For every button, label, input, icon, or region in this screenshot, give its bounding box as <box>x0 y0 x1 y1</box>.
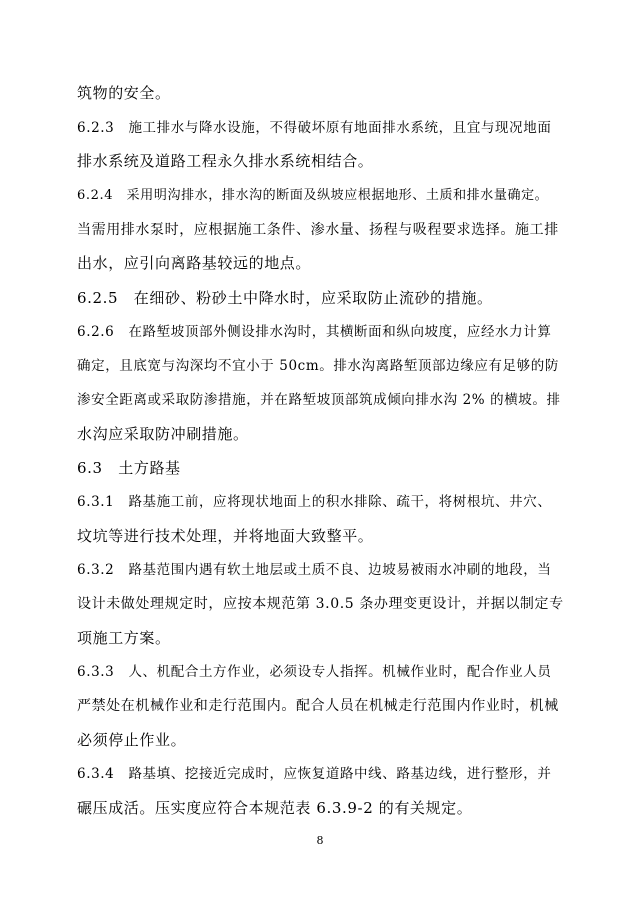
text-line: 项施工方案。 <box>77 629 171 647</box>
text-line: 碾压成活。压实度应符合本规范表 6.3.9-2 的有关规定。 <box>77 799 473 817</box>
text-line: 6.3.2 路基范围内遇有软土地层或土质不良、边坡易被雨水冲刷的地段，当 <box>77 562 552 578</box>
text-line: 设计未做处理规定时，应按本规范第 3.0.5 条办理变更设计，并据以制定专 <box>77 596 564 612</box>
text-line: 渗安全距离或采取防渗措施，并在路堑坡顶部筑成倾向排水沟 2% 的横坡。排 <box>77 392 561 408</box>
text-line: 6.2.3 施工排水与降水设施，不得破坏原有地面排水系统，且宜与现况地面 <box>77 120 552 136</box>
text-line: 6.3.1 路基施工前，应将现状地面上的积水排除、疏干，将树根坑、井穴、 <box>77 494 552 510</box>
text-line: 当需用排水泵时，应根据施工条件、渗水量、扬程与吸程要求选择。施工排 <box>77 222 559 238</box>
page-number: 8 <box>316 834 324 847</box>
text-line: 6.3.4 路基填、挖接近完成时，应恢复道路中线、路基边线，进行整形，并 <box>77 766 552 782</box>
text-line: 必须停止作业。 <box>77 731 187 749</box>
text-line: 严禁处在机械作业和走行范围内。配合人员在机械走行范围内作业时，机械 <box>77 698 559 714</box>
text-line: 出水，应引向离路基较远的地点。 <box>77 254 312 272</box>
section-heading: 6.3 土方路基 <box>77 459 181 477</box>
text-line: 6.2.5 在细砂、粉砂土中降水时，应采取防止流砂的措施。 <box>77 289 493 307</box>
text-line: 6.2.6 在路堑坡顶部外侧设排水沟时，其横断面和纵向坡度，应经水力计算 <box>77 324 552 340</box>
text-line: 排水系统及道路工程永久排水系统相结合。 <box>77 152 374 170</box>
text-line: 筑物的安全。 <box>77 84 171 102</box>
text-line: 6.2.4 采用明沟排水，排水沟的断面及纵坡应根据地形、土质和排水量确定。 <box>77 188 549 203</box>
text-line: 确定，且底宽与沟深均不宜小于 50cm。排水沟离路堑顶部边缘应有足够的防 <box>77 358 559 374</box>
text-line: 坟坑等进行技术处理，并将地面大致整平。 <box>77 527 374 545</box>
text-line: 6.3.3 人、机配合土方作业，必须设专人指挥。机械作业时，配合作业人员 <box>77 664 552 680</box>
text-line: 水沟应采取防冲刷措施。 <box>77 425 249 443</box>
